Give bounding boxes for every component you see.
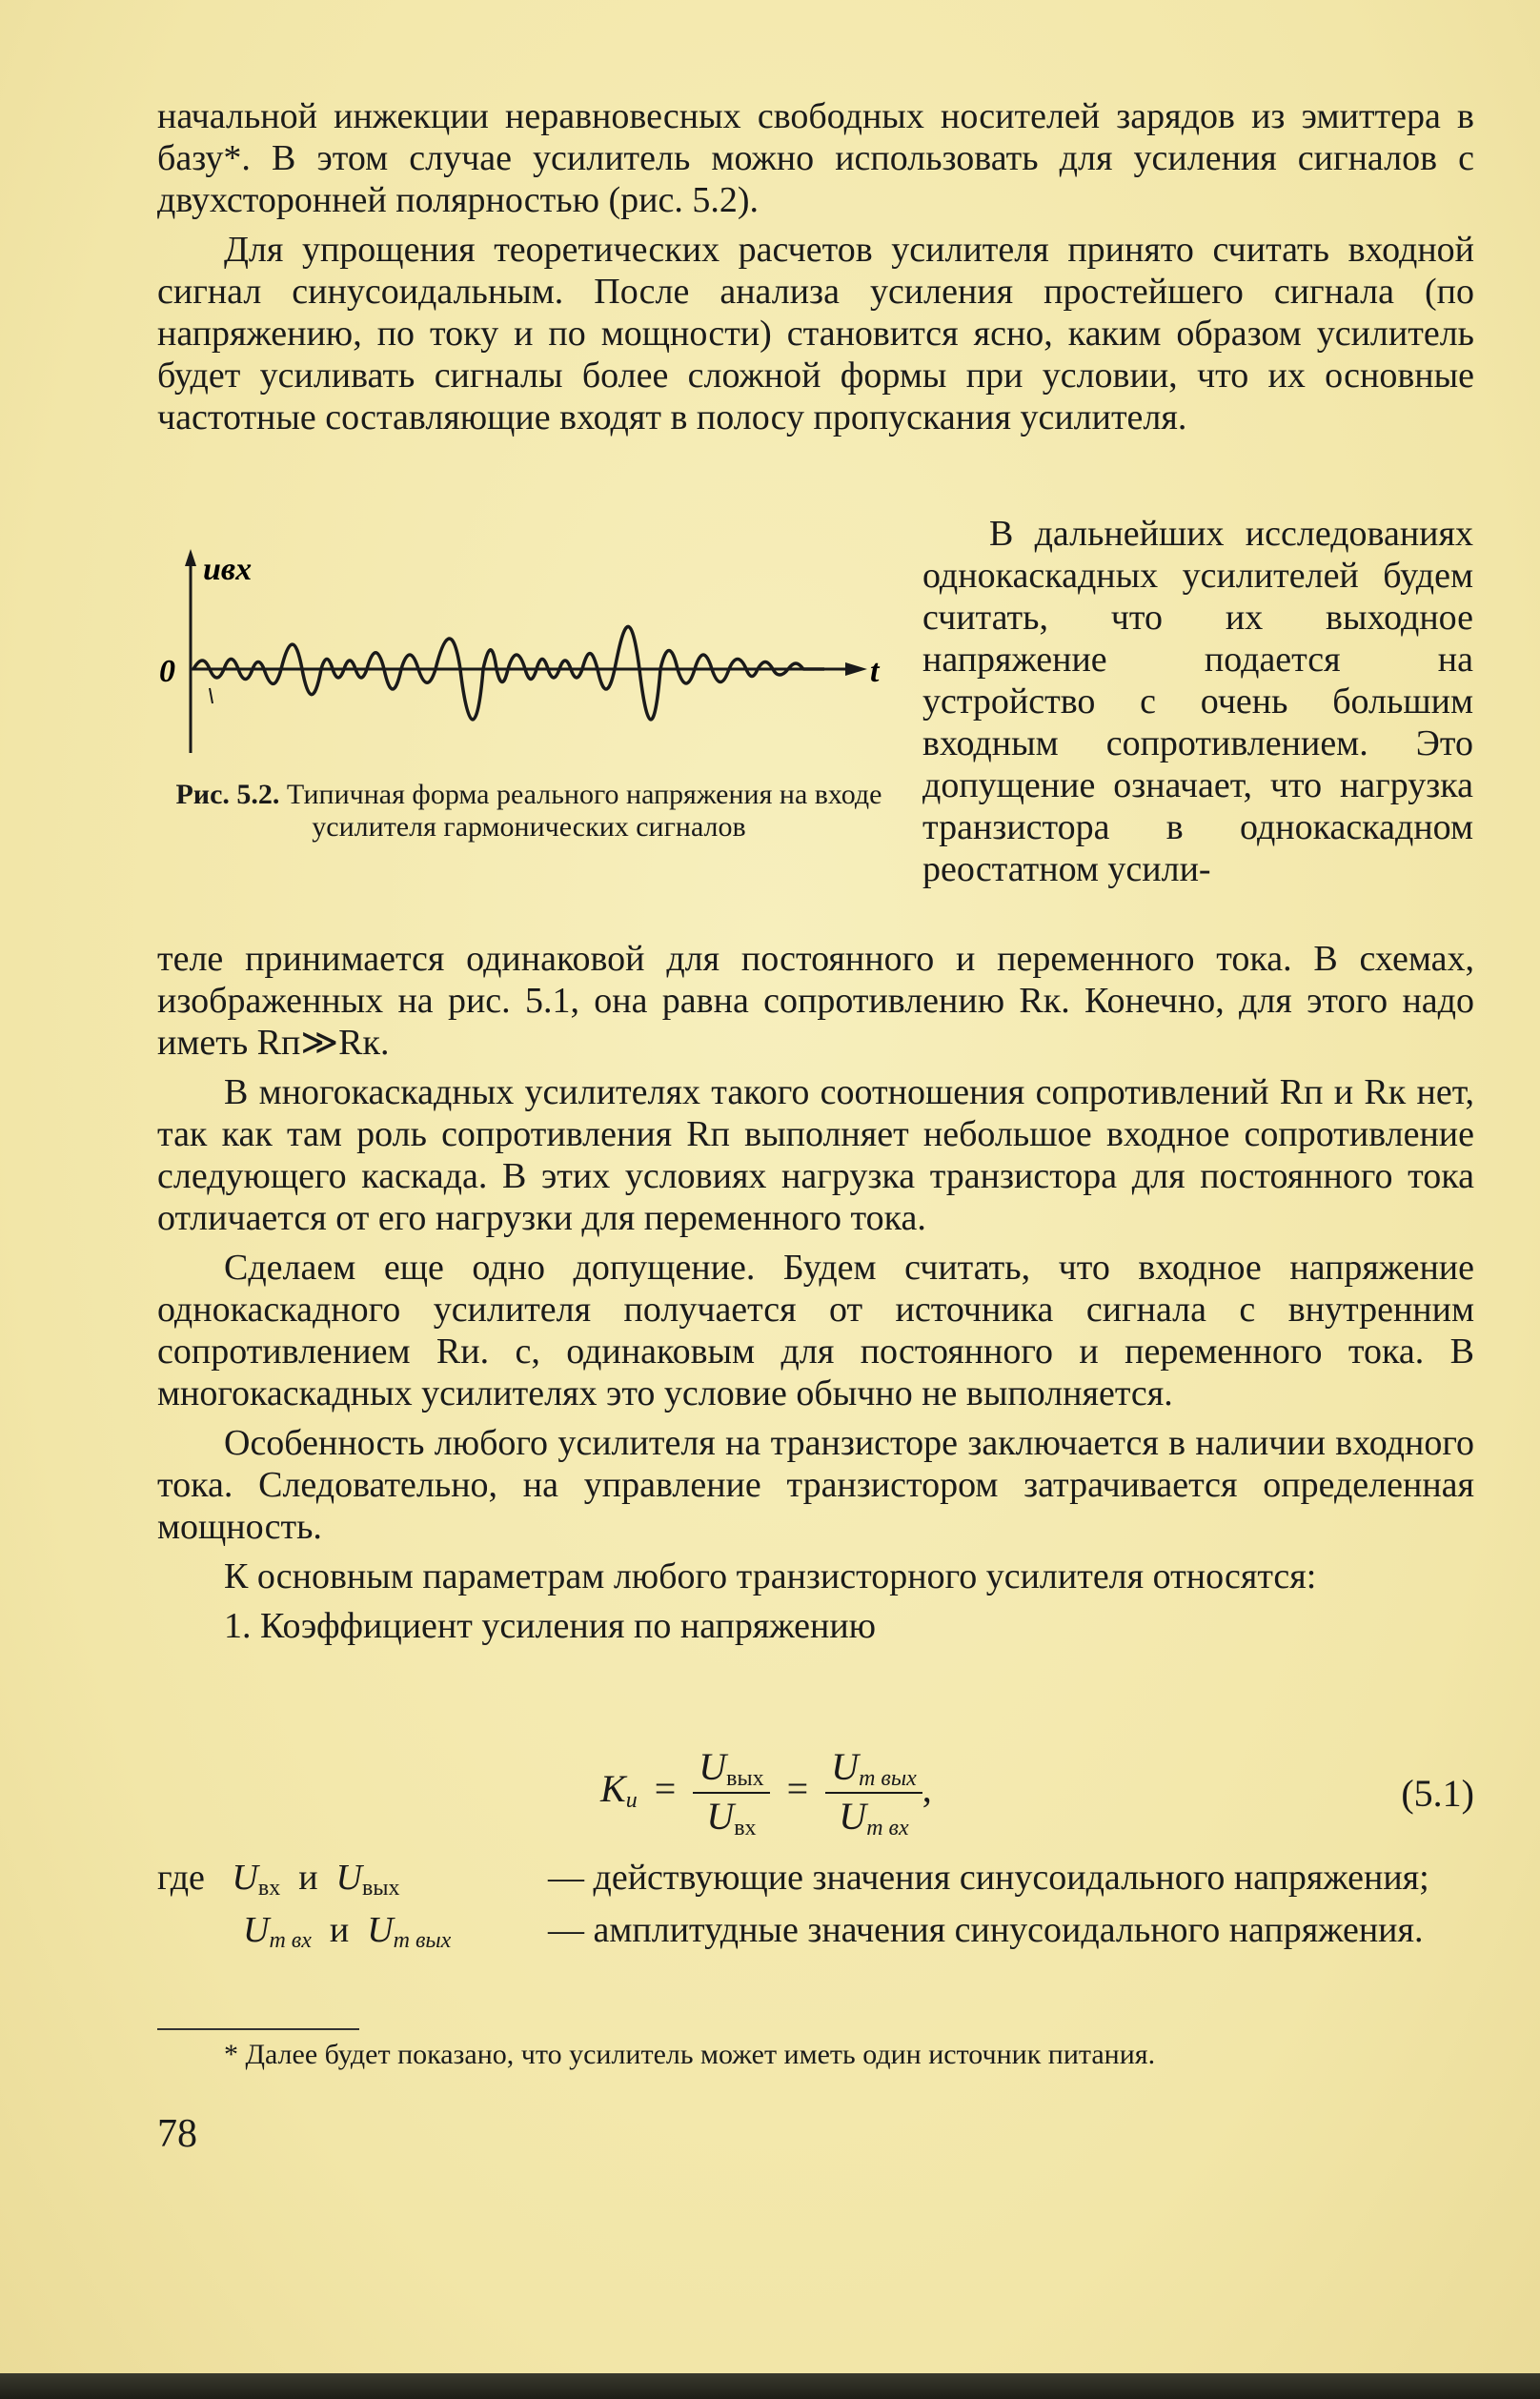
paragraph-3-wrapped: В дальнейших исследованиях однокаскадных усилителей будем считать, что их выходное напряжение подается на устройство с очень большим входным сопротивлением. Это допущение означает, что нагрузка транзистора в однокаскадном реостатном усили- xyxy=(922,514,1473,889)
frac2-den: U xyxy=(839,1795,867,1838)
caption-text: Типичная форма реального напряжения на входе усилителя гармонических сигналов xyxy=(286,779,882,843)
formula-lhs: K xyxy=(600,1767,626,1811)
body-text-middle xyxy=(157,938,1474,1647)
symbol-u-in: U xyxy=(232,1858,258,1898)
symbol-um-out-sub: m вых xyxy=(393,1928,452,1953)
symbol-u-out: U xyxy=(335,1858,362,1898)
and-word-2: и xyxy=(329,1910,350,1950)
formula-5-1 xyxy=(157,1744,1474,1849)
frac1-den: U xyxy=(706,1795,735,1838)
paragraph-3-continued: теле принимается одинаковой для постоянного и переменного тока. В схемах, изображенных на рис. 5.1, она равна сопротивлению Rк. Конечно, для этого надо иметь Rп≫Rк. xyxy=(157,939,1474,1063)
equals-sign-2: = xyxy=(786,1767,809,1811)
figure-caption xyxy=(157,779,901,844)
equals-sign: = xyxy=(654,1767,677,1811)
paragraph-6: Особенность любого усилителя на транзисторе заключается в наличии входного тока. Следовательно, на управление транзистором затрачивается определенная мощность. xyxy=(157,1423,1474,1547)
formula-lhs-sub: u xyxy=(625,1788,638,1814)
frac1-num: U xyxy=(699,1745,727,1788)
paragraph-1: начальной инжекции неравновесных свободных носителей зарядов из эмиттера в базу*. В этом случае усилитель можно использовать для усиления сигналов с двухсторонней полярностью (рис. 5.2). xyxy=(157,96,1474,220)
definition-text-1: — действующие значения синусоидального напряжения; xyxy=(548,1858,1429,1898)
and-word: и xyxy=(298,1858,318,1898)
scan-edge-band xyxy=(0,2373,1540,2399)
where-word: где xyxy=(157,1858,205,1898)
frac2-num-sub: m вых xyxy=(859,1766,917,1791)
footnote-divider xyxy=(157,2028,359,2030)
footnote: * Далее будет показано, что усилитель может иметь один источник питания. xyxy=(224,2039,1156,2070)
caption-number: Рис. 5.2. xyxy=(175,779,280,810)
x-axis-label: t xyxy=(870,654,880,689)
symbol-u-out-sub: вых xyxy=(362,1876,400,1901)
frac1-den-sub: вх xyxy=(734,1816,757,1840)
frac2-den-sub: m вх xyxy=(866,1816,909,1840)
body-text-top xyxy=(157,95,1474,438)
definition-row-1 xyxy=(157,1857,1474,1909)
frac1-num-sub: вых xyxy=(726,1766,764,1791)
symbol-u-in-sub: вх xyxy=(257,1876,281,1901)
comma: , xyxy=(922,1767,932,1811)
symbol-definitions xyxy=(157,1857,1474,1962)
figure-5-2 xyxy=(157,543,901,844)
fraction-2 xyxy=(825,1744,922,1841)
fraction-1 xyxy=(693,1744,769,1841)
origin-label: 0 xyxy=(159,654,175,689)
frac2-num: U xyxy=(831,1745,860,1788)
y-axis-label: uвх xyxy=(203,552,253,587)
definition-text-2: — амплитудные значения синусоидального напряжения. xyxy=(548,1910,1424,1950)
page-number: 78 xyxy=(157,2112,197,2156)
y-axis-arrow xyxy=(185,549,196,566)
list-item-1: 1. Коэффициент усиления по напряжению xyxy=(224,1606,877,1646)
formula-number: (5.1) xyxy=(1401,1772,1474,1815)
paragraph-7: К основным параметрам любого транзисторного усилителя относятся: xyxy=(224,1556,1317,1596)
paragraph-2: Для упрощения теоретических расчетов усилителя принято считать входной сигнал синусоидальным. После анализа усиления простейшего сигнала (по напряжению, по току и по мощности) становится ясно, каким образом усилитель будет усиливать сигналы более сложной формы при условии, что их основные частотные составляющие входят в полосу пропускания усилителя. xyxy=(157,230,1474,437)
tick-mark xyxy=(210,688,213,703)
waveform-plot xyxy=(157,543,901,762)
definition-row-2 xyxy=(157,1909,1474,1962)
x-axis-arrow xyxy=(845,662,867,676)
symbol-um-out: U xyxy=(367,1910,394,1950)
paragraph-4: В многокаскадных усилителях такого соотношения сопротивлений Rп и Rк нет, так как там роль сопротивления Rп выполняет небольшое входное сопротивление следующего каскада. В этих условиях нагрузка транзистора для постоянного тока отличается от его нагрузки для переменного тока. xyxy=(157,1072,1474,1238)
symbol-um-in: U xyxy=(243,1910,270,1950)
signal-waveform xyxy=(193,626,824,719)
paragraph-5: Сделаем еще одно допущение. Будем считать, что входное напряжение однокаскадного усилителя получается от источника сигнала с внутренним сопротивлением Rи. с, одинаковым для постоянного и переменного тока. В многокаскадных усилителях это условие обычно не выполняется. xyxy=(157,1248,1474,1413)
symbol-um-in-sub: m вх xyxy=(269,1928,312,1953)
